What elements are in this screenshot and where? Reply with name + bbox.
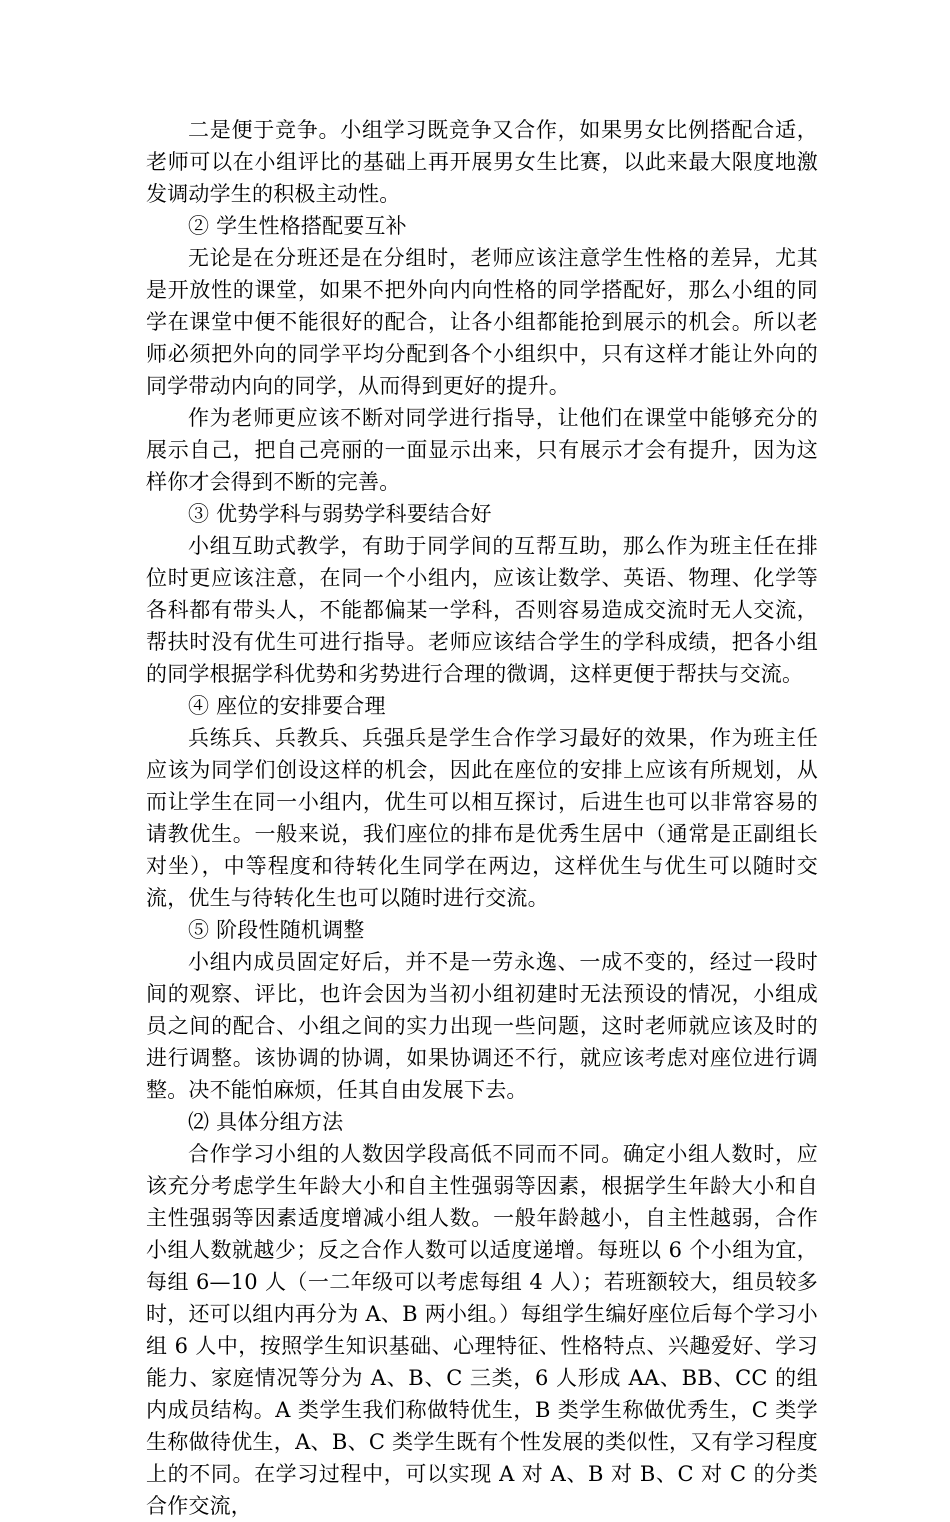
heading-seat-arrangement: ④ 座位的安排要合理 [188, 694, 386, 718]
paragraph-grouping-method: 合作学习小组的人数因学段高低不同而不同。确定小组人数时，应该充分考虑学生年龄大小和自主性强弱等因素，根据学生年龄大小和自主性强弱等因素适度增减小组人数。一般年龄越小，自主性越弱，合作小组人数就越少；反之合作人数可以适度递增。每班以 6 个小组为宜，每组 6—10 人（一二年级可以考虑每组 4 人）；若班额较大，组员较多时，还可以组内再分为 A、B 两小组。）每组学生编好座位后每个学习小组 6 人中，按照学生知识基础、心理特征、性格特点、兴趣爱好、学习能力、家庭情况等分为 A、B、C 三类，6 人形成 AA、BB、CC 的组内成员结构。A 类学生我们称做特优生，B 类学生称做优秀生，C 类学生称做待优生，A、B、C 类学生既有个性发展的类似性，又有学习程度上的不同。在学习过程中，可以实现 A 对 A、B 对 B、C 对 C 的分类合作交流， [146, 1142, 818, 1518]
heading-subject-strengths: ③ 优势学科与弱势学科要结合好 [188, 502, 492, 526]
document-page [146, 114, 818, 1522]
paragraph-teacher-guidance: 作为老师更应该不断对同学进行指导，让他们在课堂中能够充分的展示自己，把自己亮丽的一面显示出来，只有展示才会有提升，因为这样你才会得到不断的完善。 [146, 406, 818, 494]
paragraph-periodic-adjustment: 小组内成员固定好后，并不是一劳永逸、一成不变的，经过一段时间的观察、评比，也许会因为当初小组初建时无法预设的情况，小组成员之间的配合、小组之间的实力出现一些问题，这时老师就应该及时的进行调整。该协调的协调，如果协调还不行，就应该考虑对座位进行调整。决不能怕麻烦，任其自由发展下去。 [146, 950, 818, 1102]
heading-personality-matching: ② 学生性格搭配要互补 [188, 214, 407, 238]
heading-grouping-method: ⑵ 具体分组方法 [188, 1110, 344, 1134]
paragraph-gender-competition: 二是便于竞争。小组学习既竞争又合作，如果男女比例搭配合适，老师可以在小组评比的基础上再开展男女生比赛，以此来最大限度地激发调动学生的积极主动性。 [146, 118, 818, 206]
paragraph-personality-difference: 无论是在分班还是在分组时，老师应该注意学生性格的差异，尤其是开放性的课堂，如果不把外向内向性格的同学搭配好，那么小组的同学在课堂中便不能很好的配合，让各小组都能抢到展示的机会。所以老师必须把外向的同学平均分配到各个小组织中，只有这样才能让外向的同学带动内向的同学，从而得到更好的提升。 [146, 246, 818, 398]
paragraph-subject-leaders: 小组互助式教学，有助于同学间的互帮互助，那么作为班主任在排位时更应该注意，在同一个小组内，应该让数学、英语、物理、化学等各科都有带头人，不能都偏某一学科，否则容易造成交流时无人交流，帮扶时没有优生可进行指导。老师应该结合学生的学科成绩，把各小组的同学根据学科优势和劣势进行合理的微调，这样更便于帮扶与交流。 [146, 534, 818, 686]
heading-periodic-adjustment: ⑤ 阶段性随机调整 [188, 918, 365, 942]
paragraph-seat-arrangement: 兵练兵、兵教兵、兵强兵是学生合作学习最好的效果，作为班主任应该为同学们创设这样的机会，因此在座位的安排上应该有所规划，从而让学生在同一小组内，优生可以相互探讨，后进生也可以非常容易的请教优生。一般来说，我们座位的排布是优秀生居中（通常是正副组长对坐），中等程度和待转化生同学在两边，这样优生与优生可以随时交流，优生与待转化生也可以随时进行交流。 [146, 726, 818, 910]
